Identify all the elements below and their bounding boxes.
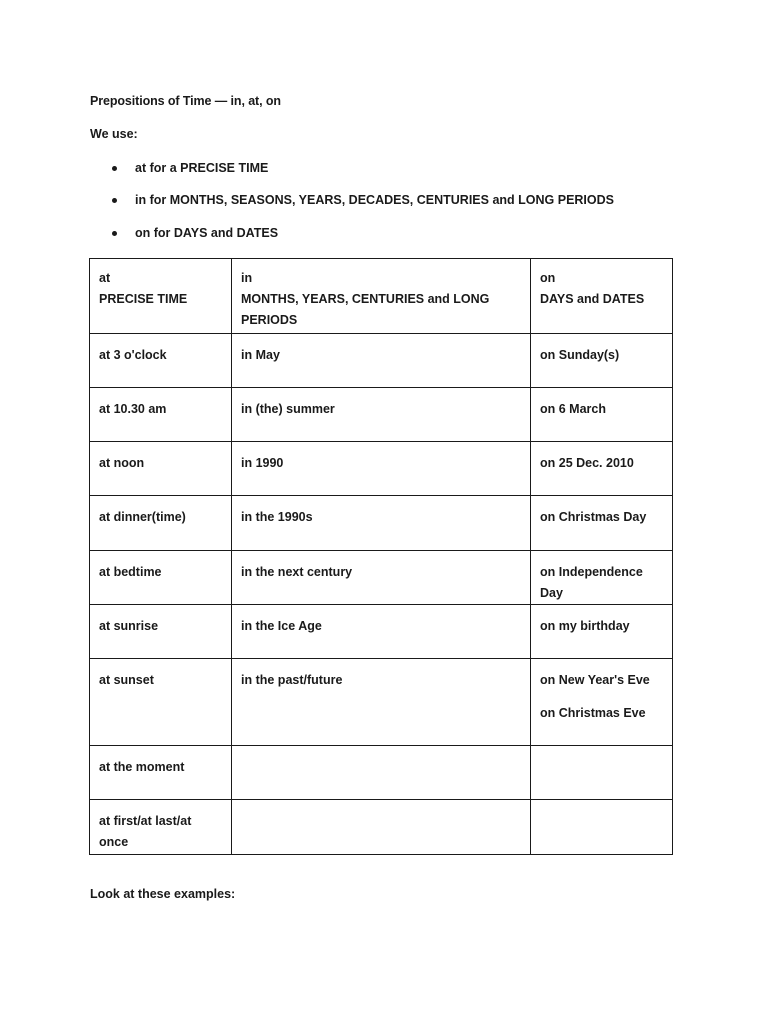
cell-at: at sunrise bbox=[90, 605, 232, 659]
cell-on-line: on Christmas Eve bbox=[540, 706, 646, 720]
header-cell-on bbox=[531, 259, 673, 334]
table-row bbox=[90, 605, 673, 659]
intro-text: We use: bbox=[90, 127, 138, 141]
cell-on-line: on 6 March bbox=[540, 402, 606, 416]
cell-on bbox=[531, 496, 673, 551]
table-row bbox=[90, 496, 673, 551]
bullet-icon bbox=[112, 231, 117, 236]
cell-at: at dinner(time) bbox=[90, 496, 232, 551]
cell-on bbox=[531, 605, 673, 659]
table-row bbox=[90, 746, 673, 800]
cell-at: at 10.30 am bbox=[90, 388, 232, 442]
header-cell-in bbox=[232, 259, 531, 334]
rule-text: in for MONTHS, SEASONS, YEARS, DECADES, CENTURIES and LONG PERIODS bbox=[135, 193, 614, 207]
cell-on-line: on Sunday(s) bbox=[540, 348, 620, 362]
cell-at: at bedtime bbox=[90, 551, 232, 605]
cell-in: in the 1990s bbox=[232, 496, 531, 551]
rule-text: at for a PRECISE TIME bbox=[135, 161, 269, 175]
cell-on bbox=[531, 442, 673, 496]
cell-in bbox=[232, 800, 531, 855]
table-row bbox=[90, 334, 673, 388]
prepositions-table bbox=[89, 258, 673, 855]
table-row bbox=[90, 800, 673, 855]
header-word: on bbox=[540, 271, 556, 285]
cell-at: at noon bbox=[90, 442, 232, 496]
header-desc: PRECISE TIME bbox=[99, 292, 188, 306]
rule-text: on for DAYS and DATES bbox=[135, 226, 279, 240]
cell-in: in (the) summer bbox=[232, 388, 531, 442]
table-row bbox=[90, 388, 673, 442]
cell-at: at first/at last/at once bbox=[90, 800, 232, 855]
cell-at: at the moment bbox=[90, 746, 232, 800]
header-word: at bbox=[99, 271, 111, 285]
bullet-icon bbox=[112, 198, 117, 203]
cell-on-line: on 25 Dec. 2010 bbox=[540, 456, 634, 470]
cell-on bbox=[531, 334, 673, 388]
examples-heading: Look at these examples: bbox=[90, 887, 236, 901]
cell-at: at 3 o'clock bbox=[90, 334, 232, 388]
bullet-icon bbox=[112, 166, 117, 171]
table-header-row bbox=[90, 259, 673, 334]
header-desc: MONTHS, YEARS, CENTURIES and LONG PERIODS bbox=[241, 292, 490, 327]
cell-on-line: on Christmas Day bbox=[540, 510, 647, 524]
header-word: in bbox=[241, 271, 253, 285]
cell-in: in the Ice Age bbox=[232, 605, 531, 659]
header-desc: DAYS and DATES bbox=[540, 292, 645, 306]
cell-in: in the past/future bbox=[232, 659, 531, 746]
cell-in bbox=[232, 746, 531, 800]
cell-in: in May bbox=[232, 334, 531, 388]
cell-on bbox=[531, 388, 673, 442]
cell-on bbox=[531, 551, 673, 605]
table-row bbox=[90, 551, 673, 605]
cell-on-line: on New Year's Eve bbox=[540, 673, 650, 687]
table-row bbox=[90, 659, 673, 746]
header-cell-at bbox=[90, 259, 232, 334]
cell-on-line: on Independence Day bbox=[540, 565, 643, 600]
cell-at: at sunset bbox=[90, 659, 232, 746]
cell-in: in the next century bbox=[232, 551, 531, 605]
cell-on bbox=[531, 659, 673, 746]
page-title: Prepositions of Time — in, at, on bbox=[90, 94, 281, 108]
cell-on bbox=[531, 746, 673, 800]
cell-on-line: on my birthday bbox=[540, 619, 630, 633]
cell-in: in 1990 bbox=[232, 442, 531, 496]
table-row bbox=[90, 442, 673, 496]
cell-on bbox=[531, 800, 673, 855]
